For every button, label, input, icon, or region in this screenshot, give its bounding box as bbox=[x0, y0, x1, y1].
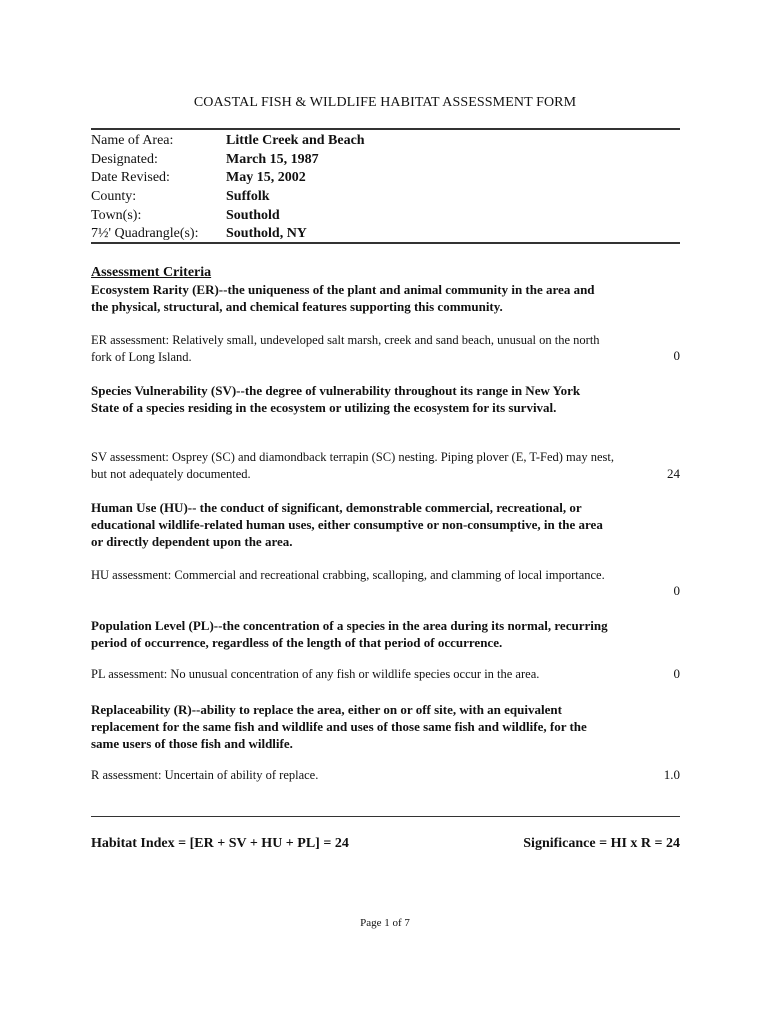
info-row-towns bbox=[91, 207, 365, 226]
info-label: Designated: bbox=[91, 151, 158, 167]
form-title: COASTAL FISH & WILDLIFE HABITAT ASSESSMENT FORM bbox=[193, 95, 577, 110]
info-value: Southold bbox=[226, 207, 280, 223]
hu-assessment: HU assessment: Commercial and recreational crabbing, scalloping, and clamming of local importance. bbox=[91, 568, 605, 582]
pl-definition: Population Level (PL)--the concentration of a species in the area during its normal, recurring period of occurrence, regardless of the length of that period of occurrence. bbox=[91, 618, 608, 650]
info-row-date-revised bbox=[91, 169, 365, 188]
info-label: Town(s): bbox=[91, 207, 142, 223]
info-value: Southold, NY bbox=[226, 226, 307, 242]
info-label: Date Revised: bbox=[91, 170, 170, 186]
page-number: Page 1 of 7 bbox=[360, 917, 410, 929]
header-bottom-rule bbox=[91, 242, 680, 244]
r-assessment: R assessment: Uncertain of ability of replace. bbox=[91, 768, 319, 782]
info-value: May 15, 2002 bbox=[226, 170, 306, 186]
info-value: Little Creek and Beach bbox=[226, 133, 365, 148]
er-score: 0 bbox=[673, 348, 680, 363]
header-top-rule bbox=[91, 128, 680, 130]
info-row-county bbox=[91, 188, 365, 207]
hu-definition: Human Use (HU)-- the conduct of significant, demonstrable commercial, recreational, or educational wildlife-related human uses, either consumptive or non-consumptive, in the area or directly dependent upon the area. bbox=[91, 500, 603, 549]
er-definition: Ecosystem Rarity (ER)--the uniqueness of the plant and animal community in the area and the physical, structural, and chemical features supporting this community. bbox=[91, 282, 595, 314]
r-definition: Replaceability (R)--ability to replace the area, either on or off site, with an equivalent replacement for the same fish and wildlife and uses of those same fish and wildlife, for the same users of those fish and wildlife. bbox=[91, 702, 587, 751]
er-assessment: ER assessment: Relatively small, undeveloped salt marsh, creek and sand beach, unusual on the north fork of Long Island. bbox=[91, 333, 600, 364]
pl-score: 0 bbox=[673, 666, 680, 681]
sv-definition: Species Vulnerability (SV)--the degree of vulnerability throughout its range in New York State of a species residing in the ecosystem or utilizing the ecosystem for its survival. bbox=[91, 383, 581, 415]
info-row-name bbox=[91, 132, 365, 151]
info-value: Suffolk bbox=[226, 189, 270, 205]
info-value: March 15, 1987 bbox=[226, 151, 319, 167]
hu-score: 0 bbox=[673, 583, 680, 598]
info-label: Name of Area: bbox=[91, 133, 174, 148]
info-row-designated bbox=[91, 151, 365, 170]
pl-assessment: PL assessment: No unusual concentration of any fish or wildlife species occur in the area. bbox=[91, 667, 540, 681]
sv-assessment: SV assessment: Osprey (SC) and diamondback terrapin (SC) nesting. Piping plover (E, T-Fed) may nest, but not adequately documented. bbox=[91, 450, 614, 481]
section-heading: Assessment Criteria bbox=[91, 265, 212, 280]
summary-rule bbox=[91, 816, 680, 817]
habitat-index: Habitat Index = [ER + SV + HU + PL] = 24 bbox=[91, 836, 349, 851]
info-label: County: bbox=[91, 189, 137, 205]
area-info-block bbox=[91, 132, 365, 244]
r-score: 1.0 bbox=[663, 767, 680, 782]
sv-score: 24 bbox=[667, 466, 680, 481]
significance: Significance = HI x R = 24 bbox=[523, 836, 680, 851]
info-label: 7½' Quadrangle(s): bbox=[91, 226, 199, 242]
